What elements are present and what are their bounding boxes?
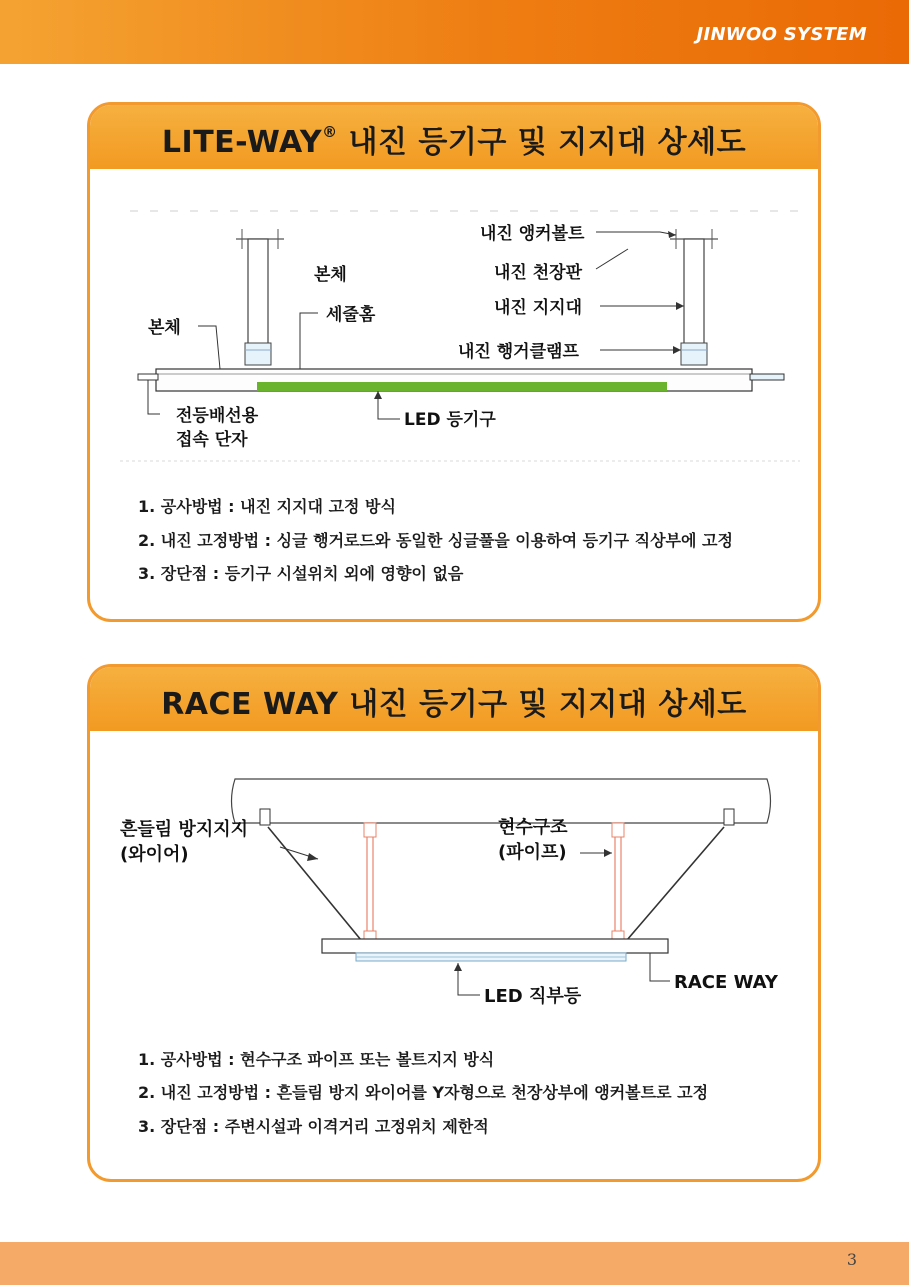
hanging-label-line1: 현수구조: [498, 817, 568, 838]
led-direct-leader: [458, 963, 480, 995]
race-way-item-1: 1. 공사방법 : 현수구조 파이프 또는 볼트지지 방식: [138, 1050, 495, 1069]
left-sway-wire: [268, 827, 361, 940]
slot-leader: [300, 313, 318, 369]
race-way-panel: [87, 664, 821, 1182]
lite-way-item-3: 3. 장단점 : 등기구 시설위치 외에 영향이 없음: [138, 564, 464, 583]
sway-label-line2: (와이어): [120, 844, 189, 865]
led-leader: [378, 391, 400, 419]
right-anchor-bolt: [724, 809, 734, 825]
raceway-leader: [650, 953, 670, 981]
ceiling-plate-leader: [596, 249, 628, 269]
registered-mark: ®: [322, 123, 338, 141]
race-way-title: RACE WAY 내진 등기구 및 지지대 상세도: [161, 687, 747, 722]
footer-bar: [0, 1242, 909, 1285]
left-anchor-bolt: [260, 809, 270, 825]
support-label: 내진 지지대: [494, 298, 583, 318]
lite-way-item-1: 1. 공사방법 : 내진 지지대 고정 방식: [138, 497, 396, 516]
race-way-diagram: [90, 731, 818, 1041]
left-hanger-clamp: [245, 343, 271, 365]
ceiling-plate-label: 내진 천장판: [494, 263, 583, 283]
hanger-clamp-label: 내진 행거클램프: [458, 342, 579, 362]
brand-logo-text: JINWOO SYSTEM: [696, 24, 867, 45]
hanging-label-line2: (파이프): [498, 842, 567, 863]
sway-label-line1: 흔들림 방지지지: [120, 819, 248, 840]
slot-label: 세줄홈: [326, 305, 376, 325]
led-strip: [257, 382, 667, 391]
anchor-bolt-leader: [596, 232, 676, 235]
left-terminal: [138, 374, 158, 380]
led-fixture-label: LED 등기구: [404, 410, 496, 430]
lite-way-title-main: LITE-WAY: [161, 125, 323, 160]
race-way-item-3: 3. 장단점 : 주변시설과 이격거리 고정위치 제한적: [138, 1117, 489, 1136]
lite-way-panel: [87, 102, 821, 622]
right-hanger-clamp: [681, 343, 707, 365]
raceway-label: RACE WAY: [674, 972, 778, 993]
right-support-rod: [684, 239, 704, 347]
right-hanging-pipe: [615, 823, 621, 935]
left-support-rod: [248, 239, 268, 347]
lite-way-title-rest: 내진 등기구 및 지지대 상세도: [337, 125, 747, 160]
led-direct-label: LED 직부등: [484, 986, 582, 1007]
lite-way-item-2: 2. 내진 고정방법 : 싱글 행거로드와 동일한 싱글풀을 이용하여 등기구 직상부에 고정: [138, 531, 733, 550]
body-left-leader: [198, 326, 220, 369]
body-top-label: 본체: [314, 265, 347, 285]
raceway-body: [322, 939, 668, 953]
terminal-label-line2: 접속 단자: [176, 430, 248, 450]
page-number: 3: [846, 1250, 857, 1269]
right-terminal: [750, 374, 784, 380]
lite-way-title: [90, 117, 818, 161]
anchor-bolt-label: 내진 앵커볼트: [480, 224, 585, 244]
terminal-label-line1: 전등배선용: [176, 406, 259, 426]
lite-way-diagram: [90, 169, 818, 479]
race-way-item-2: 2. 내진 고정방법 : 흔들림 방지 와이어를 Y자형으로 천장상부에 앵커볼트로 고정: [138, 1083, 709, 1102]
left-hanging-pipe: [367, 823, 373, 935]
body-left-label: 본체: [148, 318, 181, 338]
right-sway-wire: [627, 827, 724, 940]
